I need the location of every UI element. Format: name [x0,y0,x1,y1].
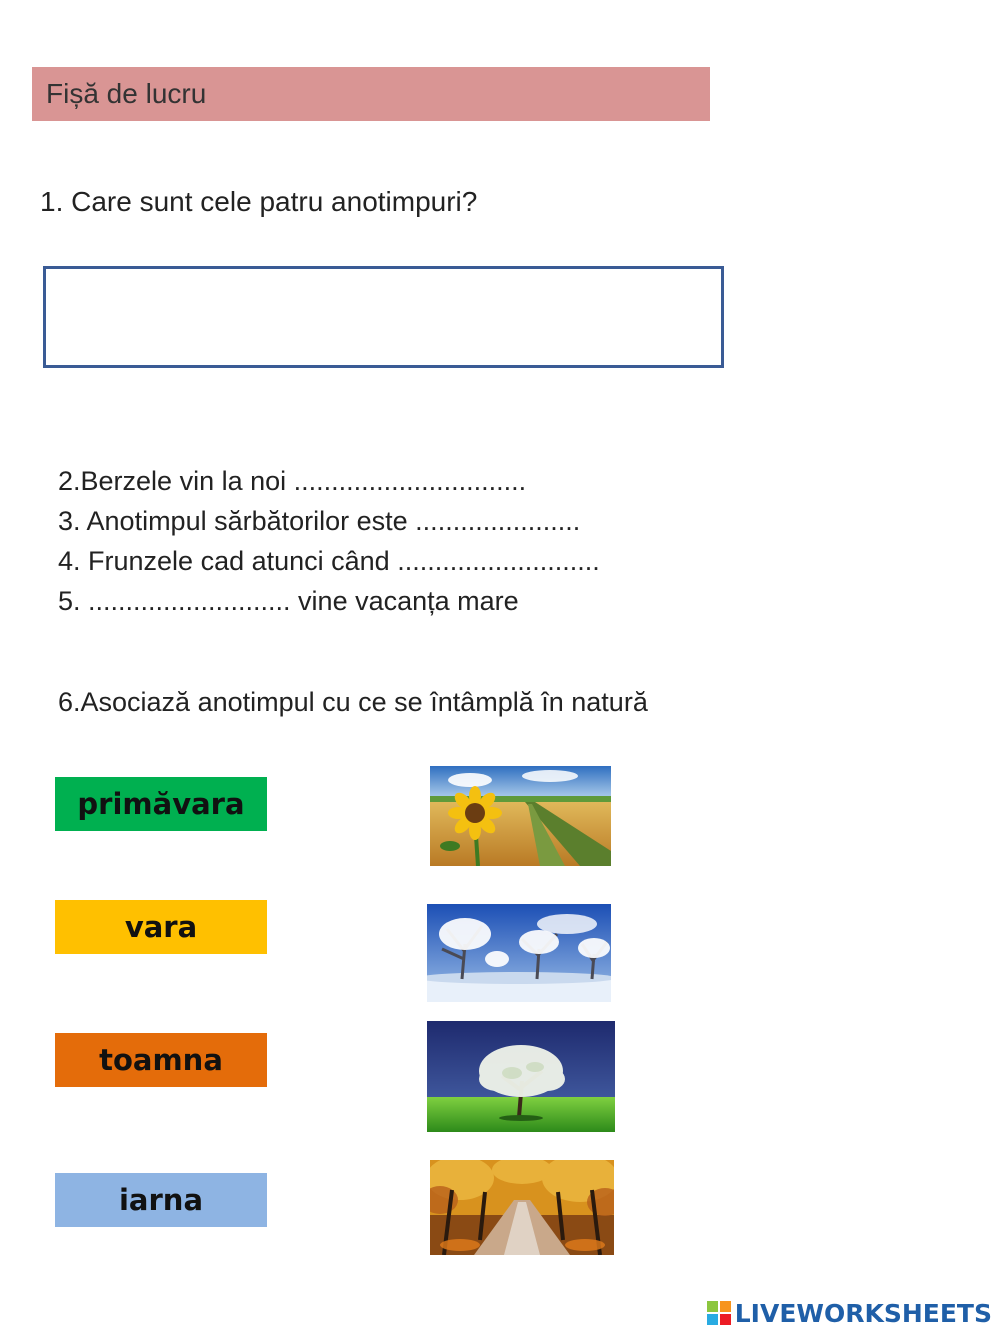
question-4: 4. Frunzele cad atunci când ........................... [58,546,600,576]
winter-snowy-trees-image[interactable] [427,904,611,1002]
season-card-vara[interactable]: vara [55,900,267,954]
question-6: 6.Asociază anotimpul cu ce se întâmplă în natură [58,687,648,717]
question-5: 5. ........................... vine vacanța mare [58,586,519,616]
summer-sunflower-field-image[interactable] [430,766,611,866]
season-card-iarna[interactable]: iarna [55,1173,267,1227]
question-3: 3. Anotimpul sărbătorilor este ...................... [58,506,581,536]
worksheet-title: Fișă de lucru [32,67,710,121]
question-1: 1. Care sunt cele patru anotimpuri? [40,186,478,217]
question-2: 2.Berzele vin la noi ............................... [58,466,527,496]
liveworksheets-brand [707,1297,992,1329]
season-card-primavara[interactable]: primăvara [55,777,267,831]
liveworksheets-logo [707,1301,731,1325]
spring-blossom-tree-image[interactable] [427,1021,615,1132]
autumn-tree-alley-image[interactable] [430,1160,614,1255]
answer-box-question-1[interactable] [43,266,724,368]
brand-name: LIVEWORKSHEETS [734,1298,992,1328]
season-card-toamna[interactable]: toamna [55,1033,267,1087]
